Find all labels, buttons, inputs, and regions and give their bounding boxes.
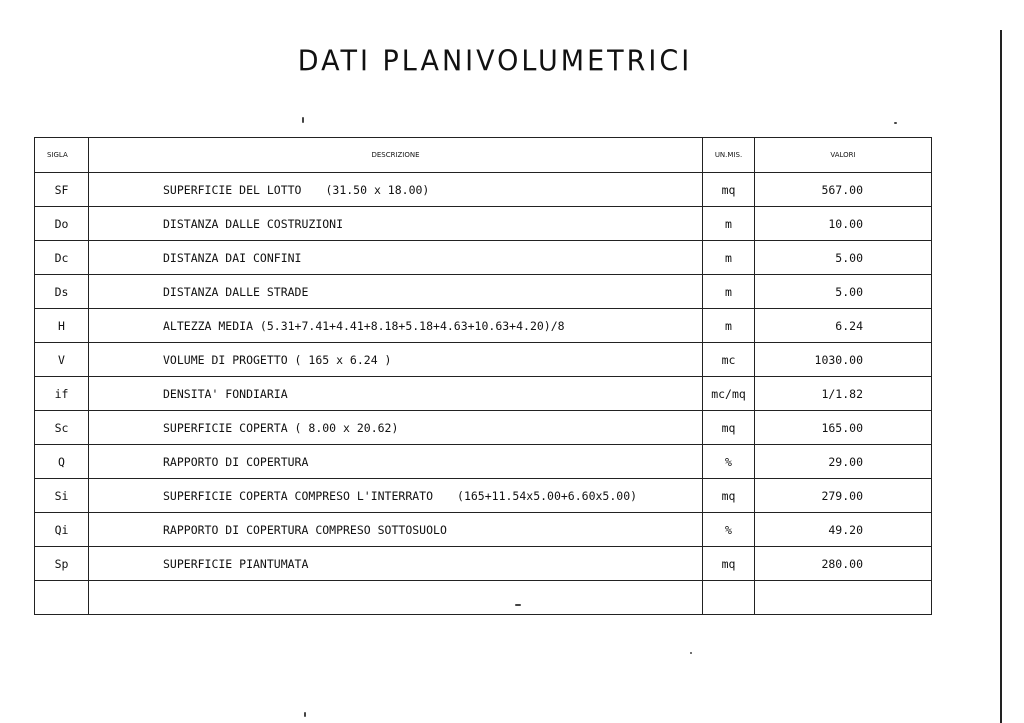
cell-descrizione [89,445,703,479]
cell-unita: m [703,241,755,275]
cell-descrizione [89,581,703,615]
cell-unita: m [703,207,755,241]
table-row [35,513,932,547]
cell-descrizione [89,377,703,411]
descrizione-text: DISTANZA DAI CONFINI [163,250,302,265]
cell-descrizione [89,207,703,241]
cell-descrizione [89,547,703,581]
cell-unita: % [703,445,755,479]
header-valori: VALORI [755,138,932,173]
cell-sigla: Qi [35,513,89,547]
cell-sigla: Dc [35,241,89,275]
descrizione-calc: (165+11.54x5.00+6.60x5.00) [457,488,638,503]
cell-unita: mc/mq [703,377,755,411]
cell-sigla: H [35,309,89,343]
cell-descrizione [89,241,703,275]
cell-valore: 49.20 [755,513,932,547]
descrizione-text: SUPERFICIE COPERTA COMPRESO L'INTERRATO [163,488,434,503]
cell-valore: 6.24 [755,309,932,343]
cell-valore: 5.00 [755,241,932,275]
descrizione-text: ALTEZZA MEDIA (5.31+7.41+4.41+8.18+5.18+4.63+10.63+4.20)/8 [163,318,565,333]
cell-valore: 165.00 [755,411,932,445]
table-row [35,581,932,615]
cell-unita [703,581,755,615]
cell-valore: 29.00 [755,445,932,479]
data-table [34,137,932,615]
table-row [35,241,932,275]
cell-descrizione [89,173,703,207]
table-row [35,207,932,241]
scan-speck [690,652,692,654]
cell-valore: 5.00 [755,275,932,309]
cell-sigla: Q [35,445,89,479]
table-row [35,445,932,479]
descrizione-text: SUPERFICIE PIANTUMATA [163,556,309,571]
descrizione-text: DENSITA' FONDIARIA [163,386,288,401]
cell-sigla: SF [35,173,89,207]
header-descrizione: DESCRIZIONE [89,138,703,173]
cell-unita: m [703,309,755,343]
table-row [35,377,932,411]
scan-speck [302,117,304,123]
cell-unita: mc [703,343,755,377]
cell-unita: mq [703,547,755,581]
descrizione-text: DISTANZA DALLE STRADE [163,284,309,299]
scan-speck [894,122,897,124]
cell-valore: 1030.00 [755,343,932,377]
cell-sigla: Do [35,207,89,241]
table-body [35,173,932,615]
cell-descrizione [89,309,703,343]
cell-descrizione [89,513,703,547]
cell-sigla: Si [35,479,89,513]
cell-descrizione [89,275,703,309]
table-row [35,547,932,581]
table-row [35,275,932,309]
cell-valore: 1/1.82 [755,377,932,411]
descrizione-text: RAPPORTO DI COPERTURA [163,454,309,469]
descrizione-text: SUPERFICIE DEL LOTTO [163,182,302,197]
cell-sigla: Sp [35,547,89,581]
cell-valore [755,581,932,615]
cell-valore: 10.00 [755,207,932,241]
cell-sigla: if [35,377,89,411]
cell-unita: mq [703,173,755,207]
cell-valore: 567.00 [755,173,932,207]
cell-valore: 280.00 [755,547,932,581]
cell-unita: mq [703,411,755,445]
table-row [35,411,932,445]
descrizione-text: RAPPORTO DI COPERTURA COMPRESO SOTTOSUOLO [163,522,447,537]
cell-unita: m [703,275,755,309]
cell-descrizione [89,411,703,445]
scan-speck [515,604,521,606]
cell-descrizione [89,479,703,513]
cell-sigla: Sc [35,411,89,445]
table-header-row [35,138,932,173]
cell-valore: 279.00 [755,479,932,513]
header-unita: UN.MIS. [703,138,755,173]
descrizione-text: SUPERFICIE COPERTA ( 8.00 x 20.62) [163,420,399,435]
descrizione-calc: (31.50 x 18.00) [325,182,430,197]
table-row [35,309,932,343]
page-title: DATI PLANIVOLUMETRICI [297,45,693,78]
table-row [35,343,932,377]
descrizione-text: DISTANZA DALLE COSTRUZIONI [163,216,344,231]
header-sigla: SIGLA [35,138,89,173]
cell-descrizione [89,343,703,377]
descrizione-text: VOLUME DI PROGETTO ( 165 x 6.24 ) [163,352,392,367]
table-row [35,173,932,207]
cell-unita: mq [703,479,755,513]
cell-sigla: Ds [35,275,89,309]
table-row [35,479,932,513]
cell-sigla: V [35,343,89,377]
cell-sigla [35,581,89,615]
page-edge-line [1000,30,1002,723]
cell-unita: % [703,513,755,547]
scan-speck [304,712,306,717]
